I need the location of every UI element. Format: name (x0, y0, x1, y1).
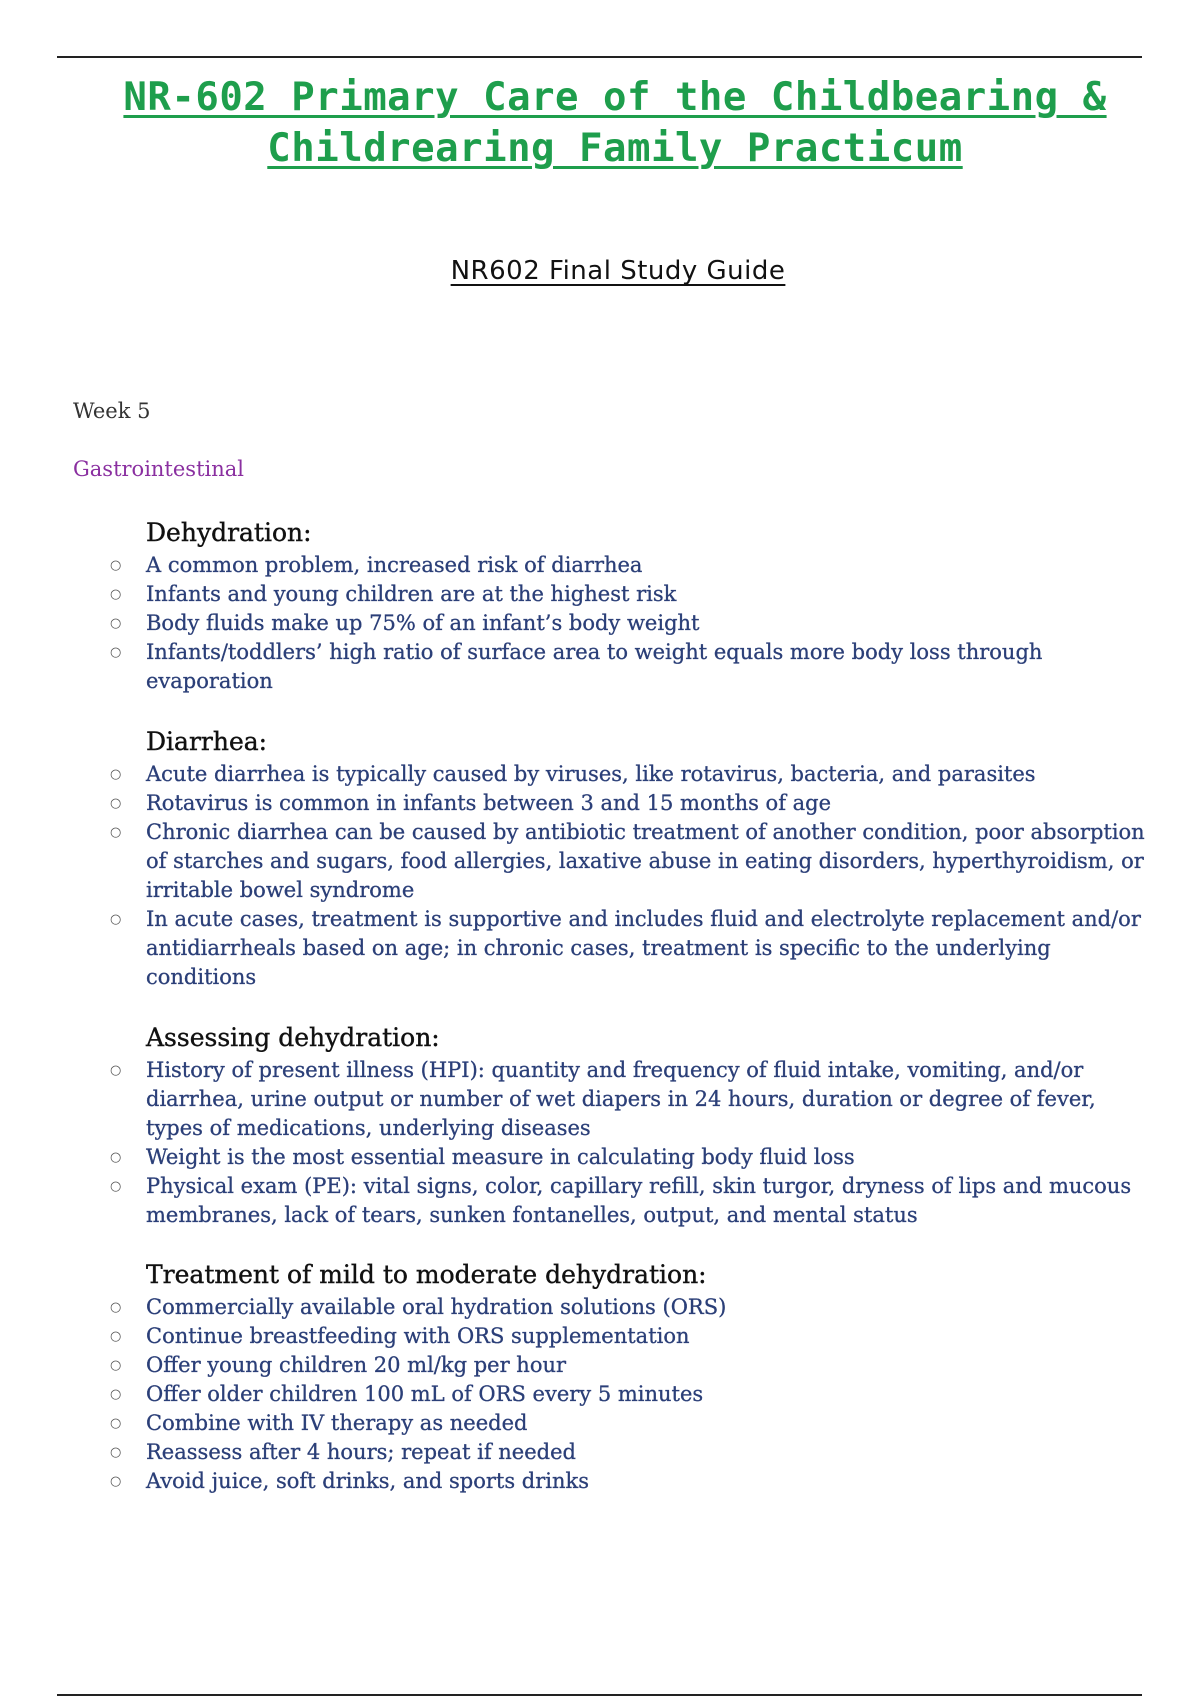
bullet-circle-icon: ○ (110, 587, 122, 602)
list-item (110, 580, 1150, 609)
list-item (110, 1056, 1150, 1143)
list-item-text: Infants/toddlers’ high ratio of surface area to weight equals more body loss through evaporation (146, 640, 1043, 693)
section-heading: Dehydration: (146, 518, 312, 547)
section-heading: Treatment of mild to moderate dehydration: (146, 1260, 707, 1289)
week-label: Week 5 (73, 399, 151, 423)
list-item (110, 1293, 1150, 1322)
bullet-circle-icon: ○ (110, 912, 122, 927)
list-item (110, 1438, 1150, 1467)
bullet-circle-icon: ○ (110, 825, 122, 840)
list-item (110, 551, 1150, 580)
list-item-text: Offer young children 20 ml/kg per hour (146, 1353, 567, 1377)
list-item-text: In acute cases, treatment is supportive and includes fluid and electrolyte replacement and/or antidiarrheals based on age; in chronic cases, treatment is specific to the underlying conditions (146, 907, 1141, 989)
section-dehydration (110, 517, 1150, 696)
bullet-circle-icon: ○ (110, 1387, 122, 1402)
section-heading: Assessing dehydration: (146, 1023, 440, 1052)
bullet-circle-icon: ○ (110, 558, 122, 573)
list-item-text: Combine with IV therapy as needed (146, 1411, 528, 1435)
list-item (110, 1351, 1150, 1380)
list-item (110, 609, 1150, 638)
bullet-circle-icon: ○ (110, 767, 122, 782)
topic-label: Gastrointestinal (73, 457, 244, 481)
bullet-circle-icon: ○ (110, 1416, 122, 1431)
list-item-text: Body fluids make up 75% of an infant’s body weight (146, 611, 700, 635)
bullet-circle-icon: ○ (110, 1474, 122, 1489)
list-item-text: A common problem, increased risk of diarrhea (146, 553, 643, 577)
section-heading: Diarrhea: (146, 727, 268, 756)
list-item-text: Commercially available oral hydration solutions (ORS) (146, 1295, 727, 1319)
bullet-circle-icon: ○ (110, 796, 122, 811)
course-title (80, 72, 1150, 174)
bottom-rule (57, 1694, 1142, 1696)
list-item (110, 789, 1150, 818)
list-item-text: Rotavirus is common in infants between 3 and 15 months of age (146, 791, 832, 815)
bullet-list (110, 1293, 1150, 1496)
list-item-text: Weight is the most essential measure in calculating body fluid loss (146, 1145, 855, 1169)
list-item (110, 905, 1150, 992)
bullet-circle-icon: ○ (110, 1179, 122, 1194)
study-guide-title: NR602 Final Study Guide (450, 256, 786, 286)
list-item (110, 818, 1150, 905)
list-item-text: Acute diarrhea is typically caused by viruses, like rotavirus, bacteria, and parasites (146, 762, 1036, 786)
section-diarrhea (110, 726, 1150, 992)
bullet-circle-icon: ○ (110, 1329, 122, 1344)
bullet-circle-icon: ○ (110, 1358, 122, 1373)
list-item (110, 1467, 1150, 1496)
list-item (110, 1172, 1150, 1230)
course-title-line2: Childrearing Family Practicum (267, 126, 963, 171)
bullet-list (110, 760, 1150, 992)
list-item-text: Avoid juice, soft drinks, and sports drinks (146, 1469, 590, 1493)
section-assessing-dehydration (110, 1022, 1150, 1230)
bullet-list (110, 551, 1150, 696)
list-item (110, 1409, 1150, 1438)
list-item-text: History of present illness (HPI): quantity and frequency of fluid intake, vomiting, and/or diarrhea, urine output or number of wet diapers in 24 hours, duration or degree of fever, types of medications, underlying diseases (146, 1058, 1096, 1140)
list-item-text: Offer older children 100 mL of ORS every 5 minutes (146, 1382, 704, 1406)
section-treatment (110, 1259, 1150, 1496)
list-item-text: Chronic diarrhea can be caused by antibiotic treatment of another condition, poor absorption of starches and sugars, food allergies, laxative abuse in eating disorders, hyperthyroidism, or irritable bowel syndrome (146, 820, 1145, 902)
list-item-text: Continue breastfeeding with ORS supplementation (146, 1324, 690, 1348)
list-item (110, 1143, 1150, 1172)
bullet-list (110, 1056, 1150, 1230)
list-item (110, 760, 1150, 789)
bullet-circle-icon: ○ (110, 616, 122, 631)
course-title-line1: NR-602 Primary Care of the Childbearing & (123, 75, 1107, 120)
bullet-circle-icon: ○ (110, 645, 122, 660)
list-item-text: Physical exam (PE): vital signs, color, capillary refill, skin turgor, dryness of lips and mucous membranes, lack of tears, sunken fontanelles, output, and mental status (146, 1174, 1132, 1227)
list-item (110, 1322, 1150, 1351)
bullet-circle-icon: ○ (110, 1445, 122, 1460)
top-rule (57, 56, 1142, 58)
list-item-text: Reassess after 4 hours; repeat if needed (146, 1440, 576, 1464)
bullet-circle-icon: ○ (110, 1300, 122, 1315)
bullet-circle-icon: ○ (110, 1150, 122, 1165)
list-item (110, 638, 1150, 696)
list-item (110, 1380, 1150, 1409)
list-item-text: Infants and young children are at the highest risk (146, 582, 677, 606)
bullet-circle-icon: ○ (110, 1063, 122, 1078)
